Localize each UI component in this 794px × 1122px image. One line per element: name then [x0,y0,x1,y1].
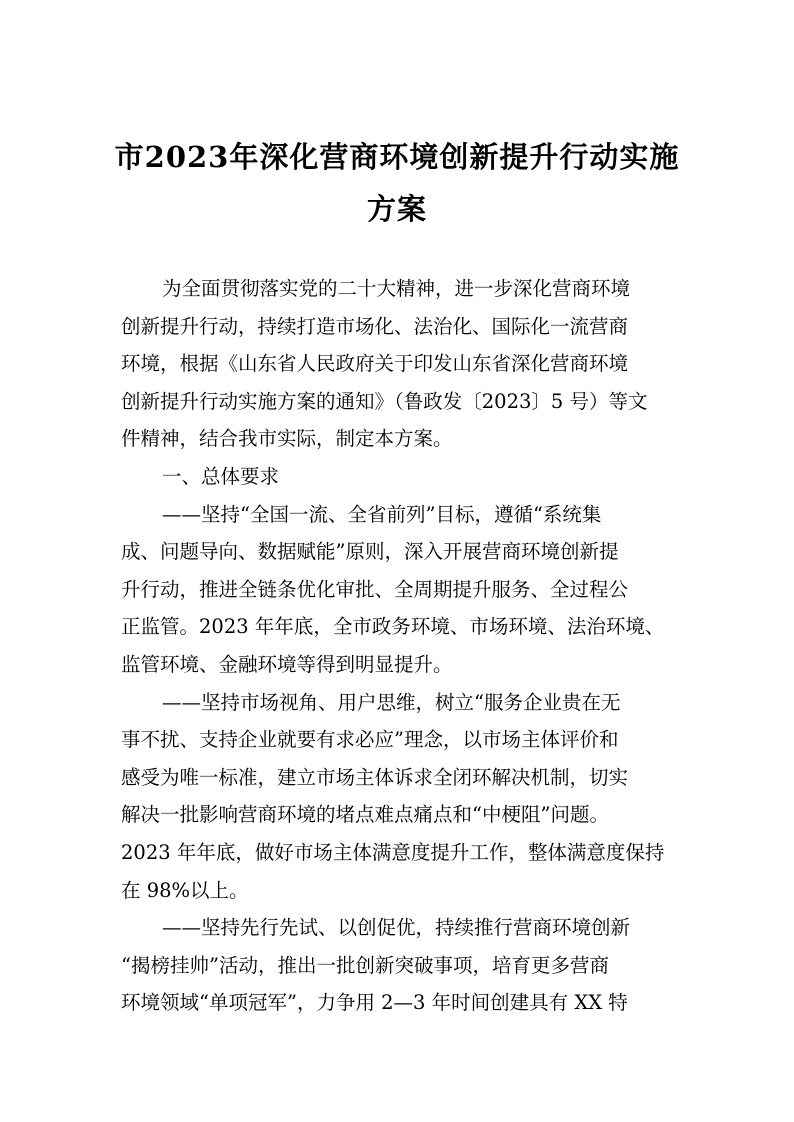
text-line: 升行动，推进全链条优化审批、全周期提升服务、全过程公 [121,577,629,601]
text-line: ——坚持先行先试、以创促优，持续推行营商环境创新 [162,916,631,940]
text-line: 监管环境、金融环境等得到明显提升。 [121,652,453,676]
text-line: ——坚持“全国一流、全省前列”目标，遵循“系统集 [162,502,602,526]
title-line-2: 方案 [366,192,427,226]
text-line: ——坚持市场视角、用户思维，树立“服务企业贵在无 [162,690,621,714]
text-line: 在 98%以上。 [121,878,249,902]
heading-text: 一、总体要求 [162,464,280,488]
text-line: 2023 年年底，做好市场主体满意度提升工作，整体满意度保持 [121,840,665,864]
text-line: 解决一批影响营商环境的堵点难点痛点和“中梗阻”问题。 [121,803,609,827]
text-line: 创新提升行动实施方案的通知》（鲁政发〔2023〕5 号）等文 [121,389,648,413]
intro-paragraph [121,270,681,458]
title-line-1: 市2023年深化营商环境创新提升行动实施 [114,140,680,174]
goal-paragraph-2 [121,684,681,910]
text-line: 环境领域“单项冠军”，力争用 2—3 年时间创建具有 XX 特 [121,991,628,1015]
text-line: 环境，根据《山东省人民政府关于印发山东省深化营商环境 [121,352,629,376]
document-body [121,270,681,1022]
text-line: 正监管。2023 年年底，全市政务环境、市场环境、法治环境、 [121,615,665,639]
text-line: 感受为唯一标准，建立市场主体诉求全闭环解决机制，切实 [121,765,629,789]
goal-paragraph-1 [121,496,681,684]
goal-paragraph-3 [121,909,681,1022]
document-title [100,131,694,235]
text-line: 件精神，结合我市实际，制定本方案。 [121,427,453,451]
text-line: “揭榜挂帅”活动，推出一批创新突破事项，培育更多营商 [121,953,609,977]
text-line: 事不扰、支持企业就要有求必应”理念，以市场主体评价和 [121,728,619,752]
text-line: 创新提升行动，持续打造市场化、法治化、国际化一流营商 [121,314,629,338]
section-heading [121,458,681,496]
text-line: 为全面贯彻落实党的二十大精神，进一步深化营商环境 [162,277,631,300]
text-line: 成、问题导向、数据赋能”原则，深入开展营商环境创新提 [121,540,619,564]
